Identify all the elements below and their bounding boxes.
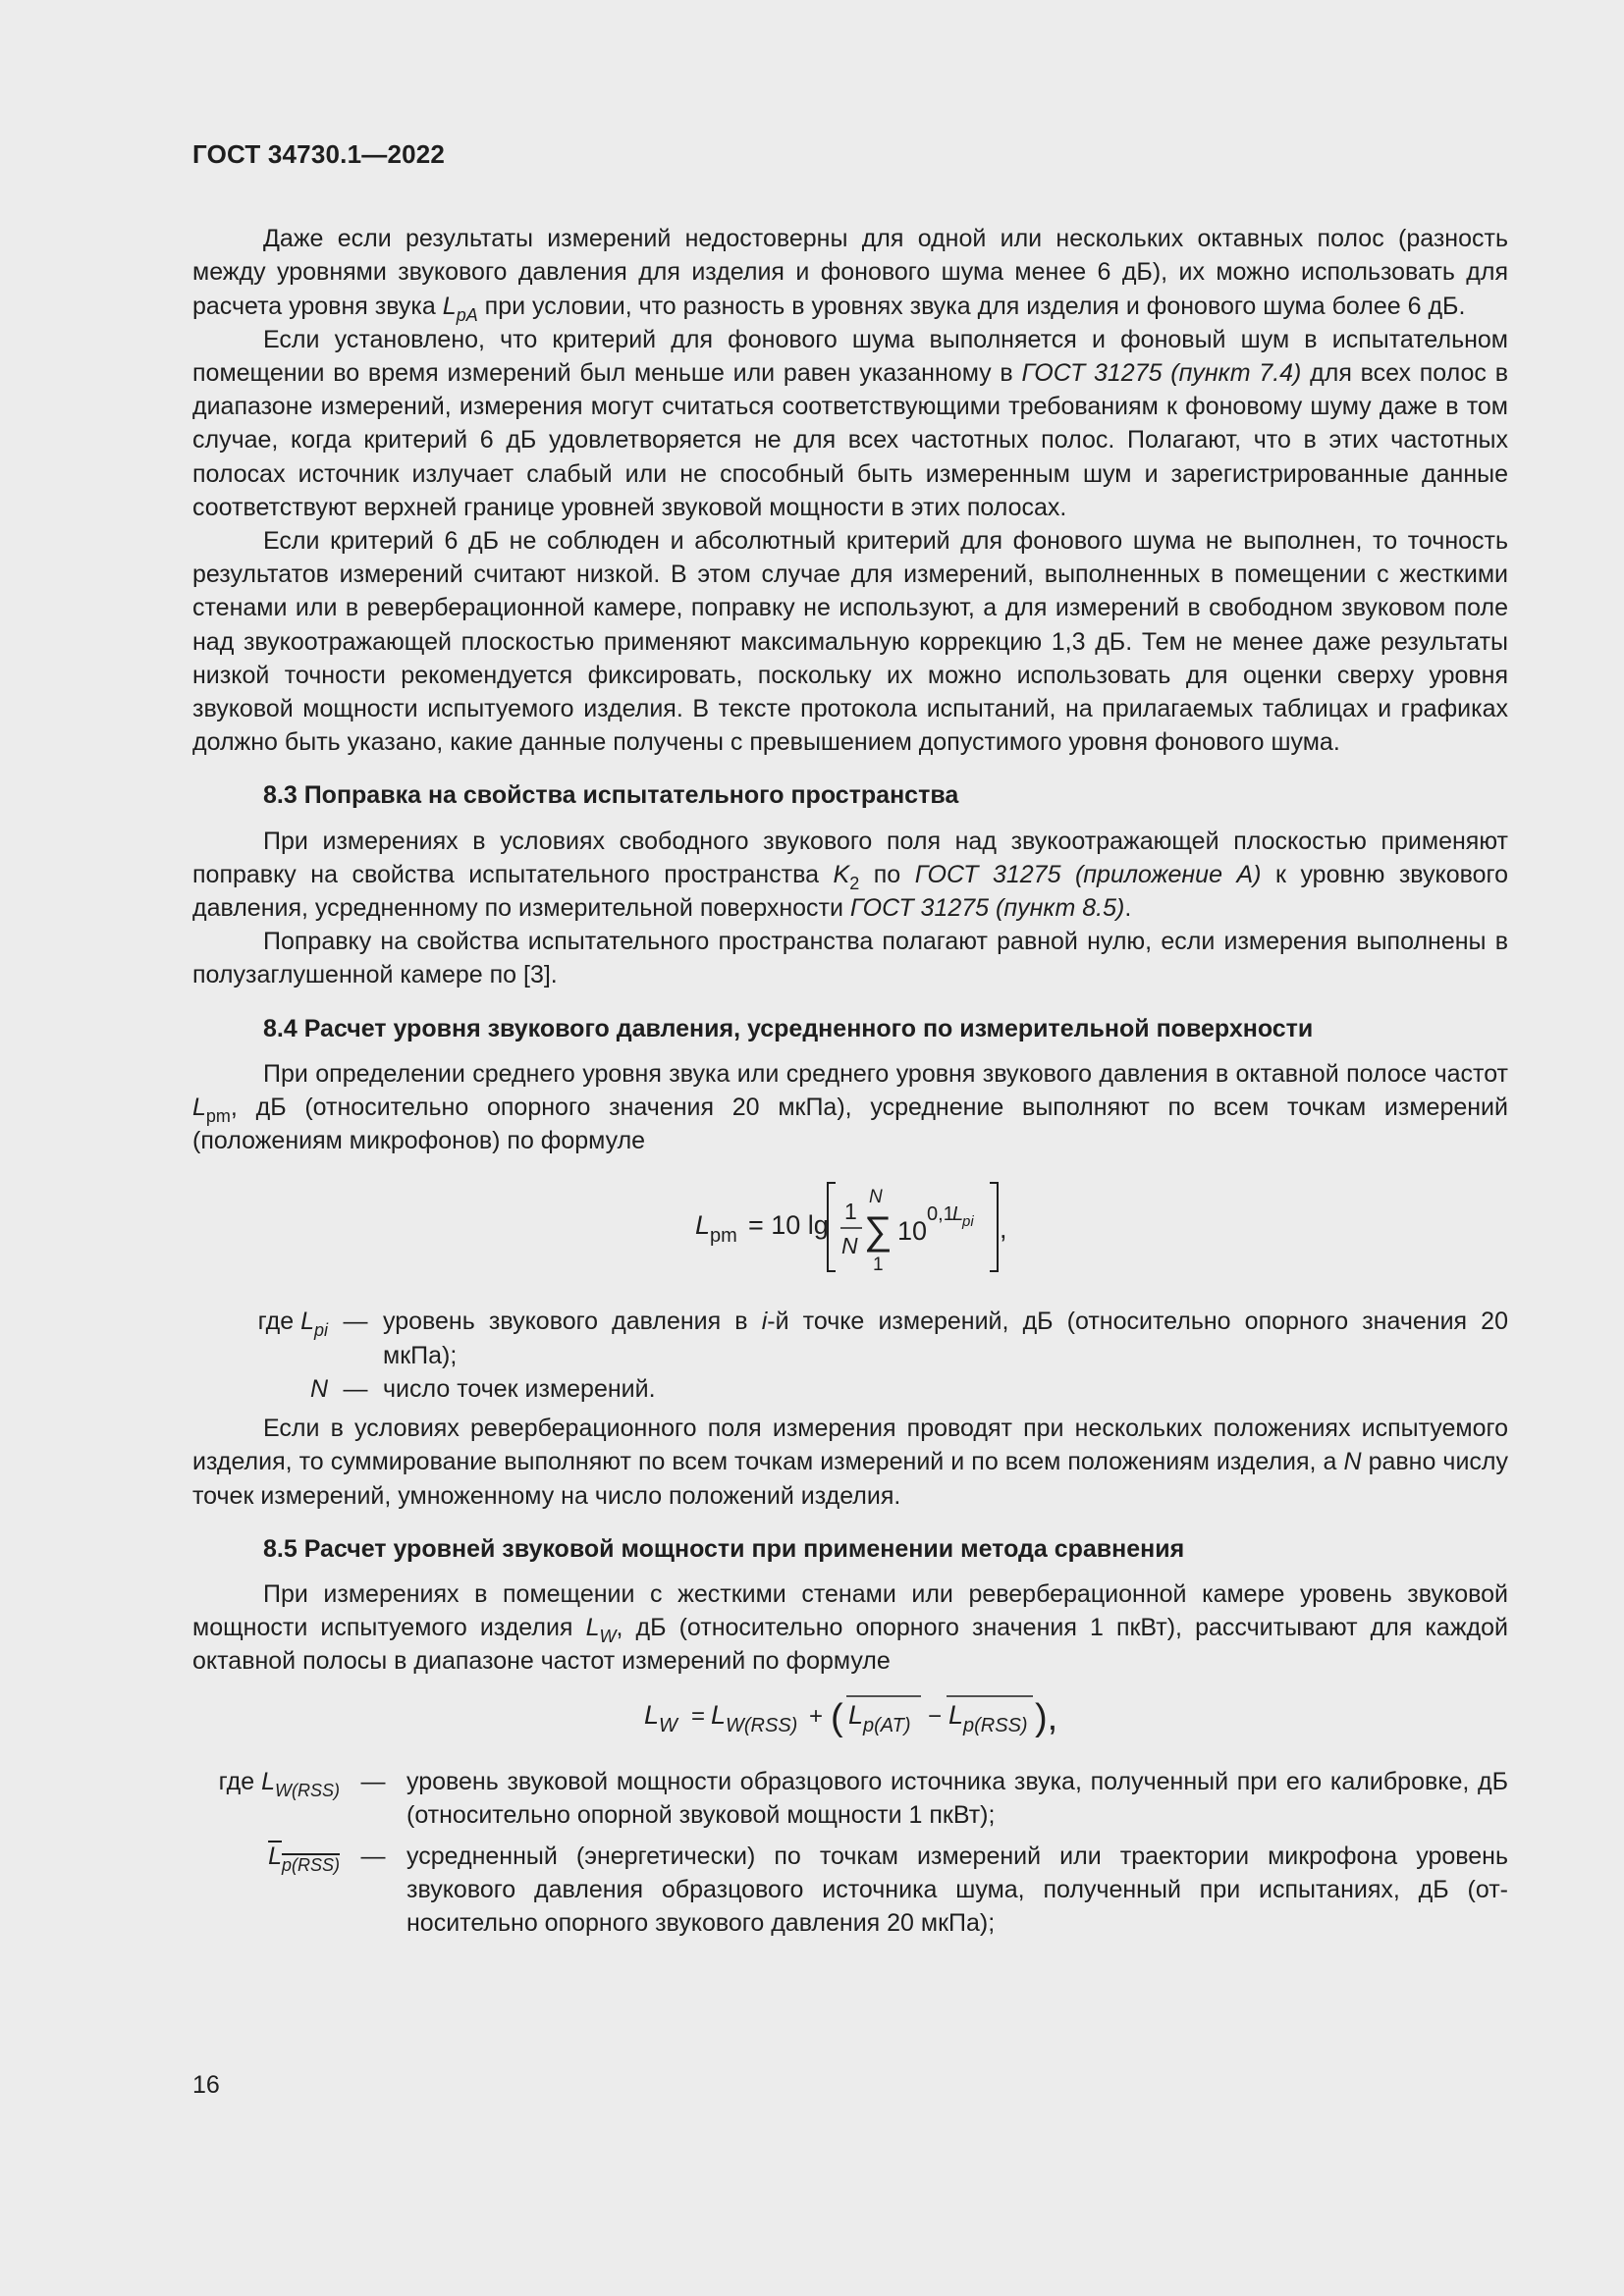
svg-text:L: L	[644, 1699, 660, 1730]
svg-text:(: (	[831, 1696, 843, 1738]
svg-text:pi: pi	[962, 1213, 974, 1231]
svg-text:−: −	[928, 1702, 943, 1730]
svg-text:p(AT): p(AT)	[863, 1714, 911, 1736]
paragraph: При измерениях в условиях свободного звукового поля над звукоотражающей плоскостью применяют поправку на свойства испытательного пространства $K_2$ по ГОСТ 31275 (приложение А) к уровню звукового давления, усредненному по измерительной поверхности ГОСТ 31275 (пункт 8.5).	[192, 827, 1509, 923]
svg-text:1: 1	[844, 1199, 857, 1225]
svg-text:0,1: 0,1	[927, 1203, 954, 1226]
svg-text:p(RSS): p(RSS)	[963, 1714, 1028, 1736]
svg-text:1: 1	[873, 1255, 884, 1276]
svg-text:N: N	[869, 1187, 883, 1208]
section-heading-8-5: 8.5 Расчет уровней звуковой мощности при применении метода сравнения	[263, 1534, 1185, 1563]
formula-lpm	[192, 1173, 1508, 1281]
svg-text:L: L	[948, 1699, 964, 1730]
paragraph: Поправку на свойства испытательного пространства полагают равной нулю, если измерения выполнены в полузаглушенной камере по [3].	[192, 928, 1508, 989]
legend-term: где $L_{pi}$	[257, 1308, 328, 1341]
svg-text:L: L	[695, 1210, 711, 1241]
legend-def: уровень звукового давления в i-й точке измерений, дБ (относительно опорного значения 20 мкПа);	[383, 1308, 1508, 1369]
svg-text:10: 10	[897, 1216, 928, 1247]
formula-lw	[192, 1686, 1508, 1747]
legend-def: усредненный (энергетически) по точкам измерений или траектории микрофона уровень звукового давления образцового источника шума, полученный при испытаниях, дБ (относительно опорного звукового давления 20 мкПа);	[406, 1842, 1508, 1938]
svg-text:,: ,	[1000, 1214, 1007, 1245]
section-heading-8-4: 8.4 Расчет уровня звукового давления, усредненного по измерительной поверхности	[263, 1014, 1314, 1042]
sum-sign: ∑	[864, 1209, 893, 1254]
paragraph: При определении среднего уровня звука или среднего уровня звукового давления в октавной полосе частот $L_{pm}$, дБ (относительно опорного значения 20 мкПа), усреднение выполняют по всем точкам измерений (положениям микрофонов) по формуле	[192, 1059, 1508, 1155]
svg-text:N: N	[841, 1233, 858, 1259]
page-number: 16	[192, 2071, 220, 2099]
legend-8-5: где $L_{W(RSS)}$ — уровень звуковой мощности образцового источника звука, полученный при его калибровке, дБ (относительно опорной звуковой мощности 1 пкВт); $L_{p(RSS)}$ — усредненный (энергетически) по точкам измерений или траектории микрофона уровень звукового давления образцового источника шума, полученный при испытаниях, дБ (относительно опорного звукового давления 20 мкПа);	[192, 1765, 1508, 1941]
svg-text:L: L	[848, 1699, 864, 1730]
legend-term: $L_{p(RSS)}$	[268, 1842, 340, 1875]
paragraph: При измерениях в помещении с жесткими стенами или реверберационной камере уровень звуковой мощности испытуемого изделия $L_W$, дБ (относительно опорного значения 1 пкВт), рассчитывают для каждой октавной полосы в диапазоне частот измерений по формуле	[192, 1579, 1508, 1676]
svg-text:pm: pm	[710, 1225, 737, 1248]
document-page	[192, 137, 1508, 1941]
svg-text:+: +	[809, 1702, 824, 1730]
svg-text:=: =	[691, 1702, 706, 1730]
svg-text:),: ),	[1035, 1696, 1058, 1738]
section-heading-8-3: 8.3 Поправка на свойства испытательного пространства	[263, 781, 959, 810]
paragraph: Если установлено, что критерий для фонового шума выполняется и фоновый шум в испытательном помещении во время измерений был меньше или равен указанному в ГОСТ 31275 (пункт 7.4) для всех полос в диапазоне измерений, измерения могут считаться соответствующими требованиям к фоновому шуму даже в том случае, когда критерий 6 дБ удовлетворяется не для всех частотных полос. Полагают, что в этих частотных полосах источник излучает слабый или не способный быть измеренным шум и зарегистрированные данные соответствуют верхней границе уровней звуковой мощности в этих полосах.	[192, 325, 1508, 521]
svg-text:W(RSS): W(RSS)	[726, 1714, 798, 1736]
document-header: ГОСТ 34730.1—2022	[192, 139, 446, 169]
svg-text:L: L	[952, 1203, 964, 1226]
legend-term: N	[309, 1374, 328, 1403]
legend-def: число точек измерений.	[383, 1374, 656, 1403]
legend-def: уровень звуковой мощности образцового источника звука, полученный при его калибровке, дБ (относительно опорной звуковой мощности 1 пкВт);	[406, 1767, 1508, 1829]
paragraph: Если в условиях реверберационного поля измерения проводят при нескольких положениях испытуемого изделия, то суммирование выполняют по всем точкам измерений и по всем положениям изделия, а N равно числу точек измерений, умноженному на число положений изделия.	[192, 1415, 1509, 1510]
legend-term: где $L_{W(RSS)}$	[218, 1767, 340, 1800]
paragraph: Даже если результаты измерений недостоверны для одной или нескольких октавных полос (разность между уровнями звукового давления для изделия и фонового шума менее 6 дБ), их можно использовать для расчета уровня звука $L_{pA}$ при условии, что разность в уровнях звука для изделия и фонового шума более 6 дБ.	[192, 225, 1508, 325]
legend-8-4: где $L_{pi}$ — уровень звукового давления в i-й точке измерений, дБ (относительно опорного значения 20 мкПа); N — число точек измерений.	[192, 1305, 1508, 1406]
paragraph: Если критерий 6 дБ не соблюден и абсолютный критерий для фонового шума не выполнен, то точность результатов измерений считают низкой. В этом случае для измерений, выполненных в помещении с жесткими стенами или в реверберационной камере, поправку не используют, а для измерений в свободном звуковом поле над звукоотражающей плоскостью применяют максимальную коррекцию 1,3 дБ. Тем не менее даже результаты низкой точности рекомендуется фиксировать, поскольку их можно использовать для оценки сверху уровня звуковой мощности испытуемого изделия. В тексте протокола испытаний, на прилагаемых таблицах и графиках должно быть указано, какие данные получены с превышением допустимого уровня фонового шума.	[192, 527, 1508, 757]
svg-text:W: W	[659, 1714, 677, 1736]
svg-text:L: L	[711, 1699, 727, 1730]
svg-text:= 10 lg: = 10 lg	[748, 1210, 829, 1241]
